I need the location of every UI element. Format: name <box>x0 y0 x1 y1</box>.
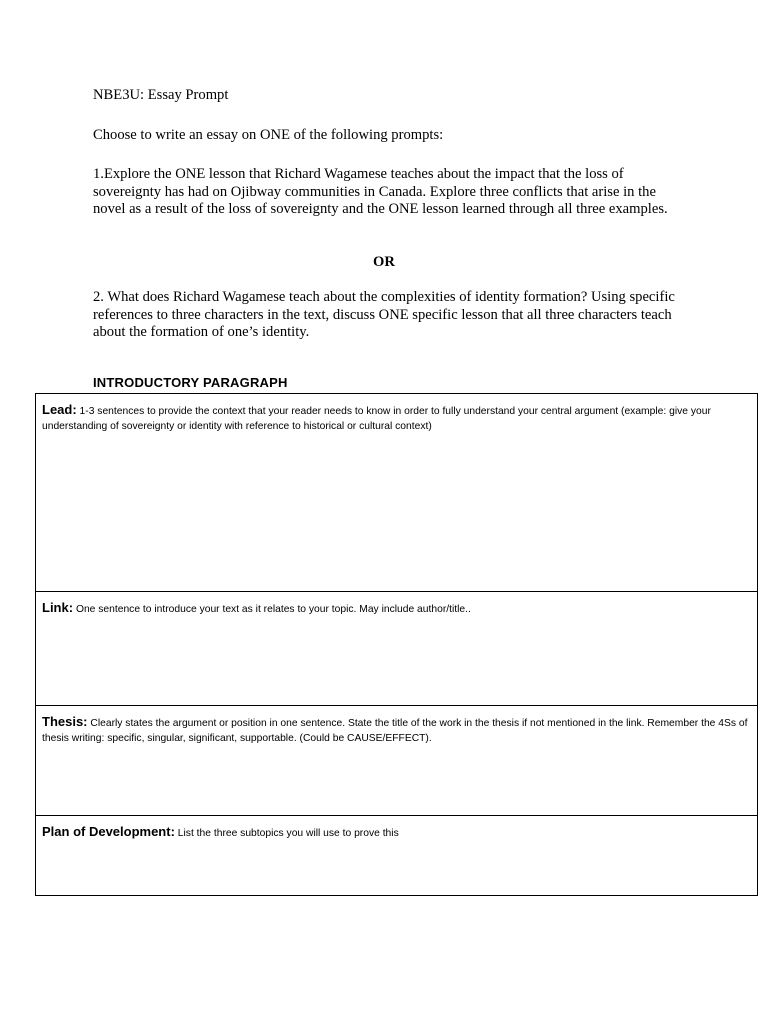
prompt-two: 2. What does Richard Wagamese teach about the complexities of identity formation? Using specific references to three characters in the text, discuss ONE specific lesson that all three characters teach about the formation of one’s identity. <box>93 289 675 341</box>
link-label: Link: <box>42 600 74 615</box>
link-row[interactable] <box>36 592 757 706</box>
lead-instructions: 1-3 sentences to provide the context that your reader needs to know in order to fully understand your central argument (example: give your understanding of sovereignty or identity with reference to historical or cultural context) <box>42 406 711 432</box>
paragraph-outline-table <box>35 393 758 896</box>
thesis-instructions: Clearly states the argument or position in one sentence. State the title of the work in the thesis if not mentioned in the link. Remember the 4Ss of thesis writing: specific, singular, significant, supportable. (Could be CAUSE/EFFECT). <box>42 718 748 744</box>
plan-of-development-instructions: List the three subtopics you will use to prove this <box>177 828 399 839</box>
lead-row[interactable] <box>36 394 757 592</box>
plan-of-development-label: Plan of Development: <box>42 824 175 839</box>
section-heading: INTRODUCTORY PARAGRAPH <box>93 375 288 390</box>
plan-of-development-row[interactable] <box>36 816 757 895</box>
thesis-label: Thesis: <box>42 714 88 729</box>
link-instructions: One sentence to introduce your text as it relates to your topic. May include author/title.. <box>75 604 471 615</box>
thesis-row[interactable] <box>36 706 757 816</box>
lead-label: Lead: <box>42 402 77 417</box>
or-divider: OR <box>373 254 395 270</box>
instructions-text: Choose to write an essay on ONE of the following prompts: <box>93 127 444 143</box>
prompt-one: 1.Explore the ONE lesson that Richard Wagamese teaches about the impact that the loss of sovereignty has had on Ojibway communities in Canada. Explore three conflicts that arise in the novel as a result of the loss of sovereignty and the ONE lesson learned through all three examples. <box>93 166 668 218</box>
document-title: NBE3U: Essay Prompt <box>93 87 229 103</box>
